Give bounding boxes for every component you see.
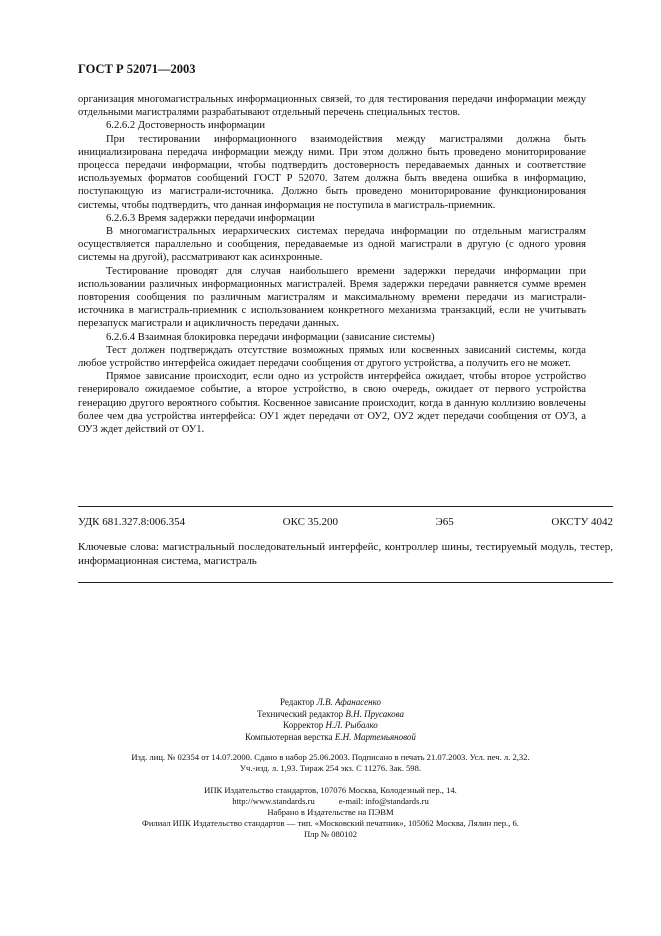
- section-heading-6-2-6-3: 6.2.6.3 Время задержки передачи информации: [106, 212, 315, 224]
- corrector-name: Н.Л. Рыбалко: [325, 720, 378, 730]
- tech-editor-line: [0, 709, 661, 721]
- page-header-title: ГОСТ Р 52071—2003: [78, 62, 196, 76]
- editor-name: Л.В. Афанасенко: [316, 697, 381, 707]
- section-heading-6-2-6-4: 6.2.6.4 Взаимная блокировка передачи информации (зависание системы): [106, 331, 435, 343]
- printer-contacts: [232, 796, 429, 807]
- layout-name: Е.Н. Мартемьяновой: [334, 731, 416, 742]
- keywords: Ключевые слова: магистральный последовательный интерфейс, контроллер шины, тестируемый модуль, тестер, информационная система, магистраль: [78, 541, 613, 567]
- udk-code: УДК 681.327.8:006.354: [78, 516, 186, 528]
- printer-line-1: ИПК Издательство стандартов, 107076 Москва, Колодезный пер., 14.: [204, 785, 457, 795]
- paragraph-reliability: При тестировании информационного взаимодействия между магистралями должна быть инициализирована передача информации между ними. При этом должно быть проведено мониторирование процесса передачи информации, чтобы подтвердить достоверность передаваемых данных и соответствие используемых форматов сообщений ГОСТ Р 52070. Затем должна быть введена ошибка в информацию, поступающую из магистрали-источника. Должно быть проведено мониторирование функционирования системы, чтобы подтвердить, что данная информация не поступила в магистраль-приемник.: [78, 133, 586, 211]
- classification-row: [78, 516, 613, 528]
- section-heading-6-2-6-2: 6.2.6.2 Достоверность информации: [106, 120, 266, 132]
- editor-line: [0, 697, 661, 709]
- website-link: http://www.standards.ru: [232, 796, 315, 806]
- publication-line-2: Уч.-изд. л. 1,93. Тираж 254 экз. С 11276. Зак. 598.: [239, 763, 422, 773]
- corrector-line: [0, 720, 661, 732]
- corrector-label: Корректор: [283, 720, 324, 730]
- okstu-code: ОКСТУ 4042: [551, 516, 613, 528]
- group-code: Э65: [435, 516, 454, 528]
- tech-editor-label: Технический редактор: [256, 708, 344, 719]
- printer-info: [0, 785, 661, 840]
- printer-line-5: Плр № 080102: [303, 829, 358, 839]
- layout-label: Компьютерная верстка: [245, 731, 333, 742]
- paragraph-delay-testing: Тестирование проводят для случая наибольшего времени задержки передачи информации при использовании различных информационных магистралей. Время задержки передачи равняется сумме времен повторения сообщения по различным магистралям и максимальному времени передачи из магистрали-источника в магистраль-приемник с использованием конкретного механизма транзакций, если не учитывать перезапуск магистрали и ацикличность передачи данных.: [78, 265, 586, 330]
- oks-code: ОКС 35.200: [282, 516, 338, 528]
- main-body-text: [78, 93, 586, 436]
- tech-editor-name: В.Н. Прусакова: [345, 708, 405, 719]
- paragraph-async-transfer: В многомагистральных иерархических системах передача информации по отдельным магистралям осуществляется параллельно и сообщения, передаваемые из одной магистрали в другую (с одного уровня системы на другой), рассматривают как асинхронные.: [78, 226, 586, 264]
- email-link: e-mail: info@standards.ru: [338, 796, 429, 806]
- paragraph-deadlock-test: Тест должен подтверждать отсутствие возможных прямых или косвенных зависаний системы, когда любое устройство интерфейса ожидает передачи сообщения от другого устройства, а получить его не может.: [78, 344, 586, 370]
- publication-line-1: Изд. лиц. № 02354 от 14.07.2000. Сдано в набор 25.06.2003. Подписано в печать 21.07.2003. Усл. печ. л. 2,32.: [131, 752, 530, 762]
- publication-info: [0, 752, 661, 774]
- editorial-credits: [0, 697, 661, 743]
- printer-line-3: Набрано в Издательстве на ПЭВМ: [267, 807, 394, 817]
- layout-line: [0, 732, 661, 744]
- printer-line-4: Филиал ИПК Издательство стандартов — тип. «Московский печатник», 105062 Москва, Лялин пер., 6.: [142, 818, 519, 828]
- divider-bottom: [78, 582, 613, 583]
- divider-top: [78, 506, 613, 507]
- paragraph-continuation: организация многомагистральных информационных связей, то для тестирования передачи информации между отдельными магистралями разрабатывают отдельный перечень специальных тестов.: [78, 94, 586, 119]
- paragraph-deadlock-types: Прямое зависание происходит, если одно из устройств интерфейса ожидает, чтобы второе устройство генерировало ожидаемое событие, а второе устройство, в свою очередь, ожидает от первого устройства генерацию другого вероятного события. Косвенное зависание происходит, когда в данную коллизию вовлечены более чем два устройства интерфейса: ОУ1 ждет передачи от ОУ2, ОУ2 ждет передачи сообщения от ОУ3, а ОУ3 ждет действий от ОУ1.: [78, 371, 586, 436]
- editor-label: Редактор: [280, 697, 315, 707]
